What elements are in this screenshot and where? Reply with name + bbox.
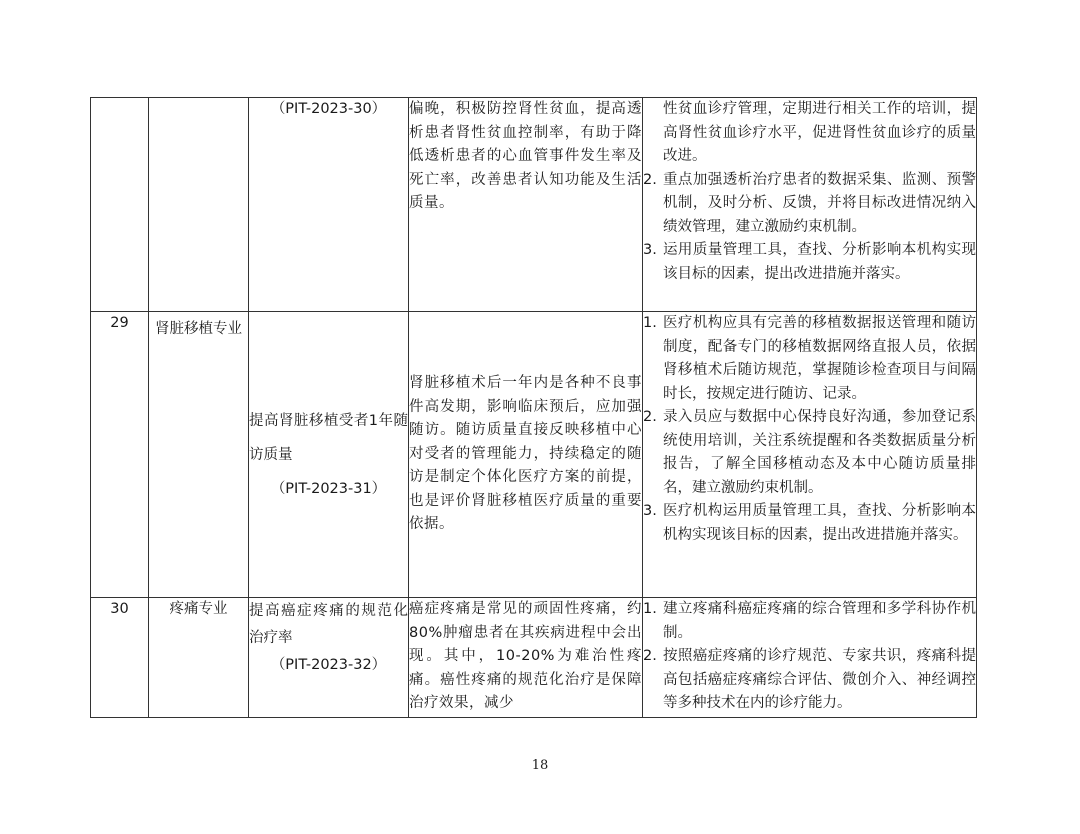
indicator-code: （PIT-2023-30） [270, 101, 387, 117]
indicator-cell [249, 312, 409, 598]
measures-cell [643, 98, 977, 312]
measure-item [643, 312, 976, 406]
specialty: 疼痛专业 [149, 598, 249, 718]
description: 肾脏移植术后一年内是各种不良事件高发期，影响临床预后，应加强随访。随访质量直接反映移植中心对受者的管理能力，持续稳定的随访是制定个体化医疗方案的前提，也是评价肾脏移植医疗质量的重要依据。 [409, 312, 643, 598]
specialty: 肾脏移植专业 [149, 312, 249, 598]
measure-number: 1. [643, 315, 657, 331]
table-row [91, 312, 977, 598]
specialty [149, 98, 249, 312]
measures-cell [643, 598, 977, 718]
table-row [91, 598, 977, 718]
quality-improvement-table [90, 97, 977, 718]
measure-number: 1. [643, 601, 657, 617]
measure-text: 运用质量管理工具，查找、分析影响本机构实现该目标的因素，提出改进措施并落实。 [663, 242, 976, 282]
measure-continuation: 性贫血诊疗管理，定期进行相关工作的培训，提高肾性贫血诊疗水平，促进肾性贫血诊疗的质量改进。 [663, 101, 976, 164]
measure-text: 录入员应与数据中心保持良好沟通，参加登记系统使用培训，关注系统提醒和各类数据质量分析报告，了解全国移植动态及本中心随访质量排名，建立激励约束机制。 [663, 409, 976, 496]
indicator-code: （PIT-2023-31） [270, 480, 387, 497]
indicator-cell [249, 98, 409, 312]
measures-cell [643, 312, 977, 598]
measure-item [643, 169, 976, 240]
measure-text: 按照癌症疼痛的诊疗规范、专家共识，疼痛科提高包括癌症疼痛综合评估、微创介入、神经调控等多种技术在内的诊疗能力。 [663, 648, 976, 711]
measure-item [643, 500, 976, 547]
row-number: 30 [91, 598, 149, 718]
indicator-title: 提高癌症疼痛的规范化治疗率 [249, 603, 408, 646]
measure-item [643, 598, 976, 645]
indicator-cell [249, 598, 409, 718]
table-row [91, 98, 977, 312]
measure-number: 3. [643, 242, 657, 258]
measure-text: 医疗机构运用质量管理工具，查找、分析影响本机构实现该目标的因素，提出改进措施并落实。 [663, 503, 976, 543]
measure-number: 2. [643, 648, 657, 664]
description: 偏晚，积极防控肾性贫血，提高透析患者肾性贫血控制率，有助于降低透析患者的心血管事件发生率及死亡率，改善患者认知功能及生活质量。 [409, 98, 643, 312]
description: 癌症疼痛是常见的顽固性疼痛，约80%肿瘤患者在其疾病进程中会出现。其中，10-20%为难治性疼痛。癌性疼痛的规范化治疗是保障治疗效果，减少 [409, 598, 643, 718]
measure-item [643, 645, 976, 716]
measure-number: 2. [643, 171, 657, 188]
measure-number: 2. [643, 409, 657, 425]
measure-number: 3. [643, 503, 657, 519]
row-number [91, 98, 149, 312]
measure-text: 建立疼痛科癌症疼痛的综合管理和多学科协作机制。 [663, 601, 976, 641]
indicator-title: 提高肾脏移植受者1年随访质量 [249, 412, 408, 463]
row-number: 29 [91, 312, 149, 598]
measure-item [643, 239, 976, 286]
measure-text: 医疗机构应具有完善的移植数据报送管理和随访制度，配备专门的移植数据网络直报人员，依据肾移植术后随访规范，掌握随诊检查项目与间隔时长，按规定进行随访、记录。 [663, 315, 976, 402]
measure-item [643, 406, 976, 500]
measure-text: 重点加强透析治疗患者的数据采集、监测、预警机制，及时分析、反馈，并将目标改进情况纳入绩效管理，建立激励约束机制。 [663, 171, 976, 235]
page-number: 18 [531, 758, 549, 773]
indicator-code: （PIT-2023-32） [270, 657, 387, 673]
